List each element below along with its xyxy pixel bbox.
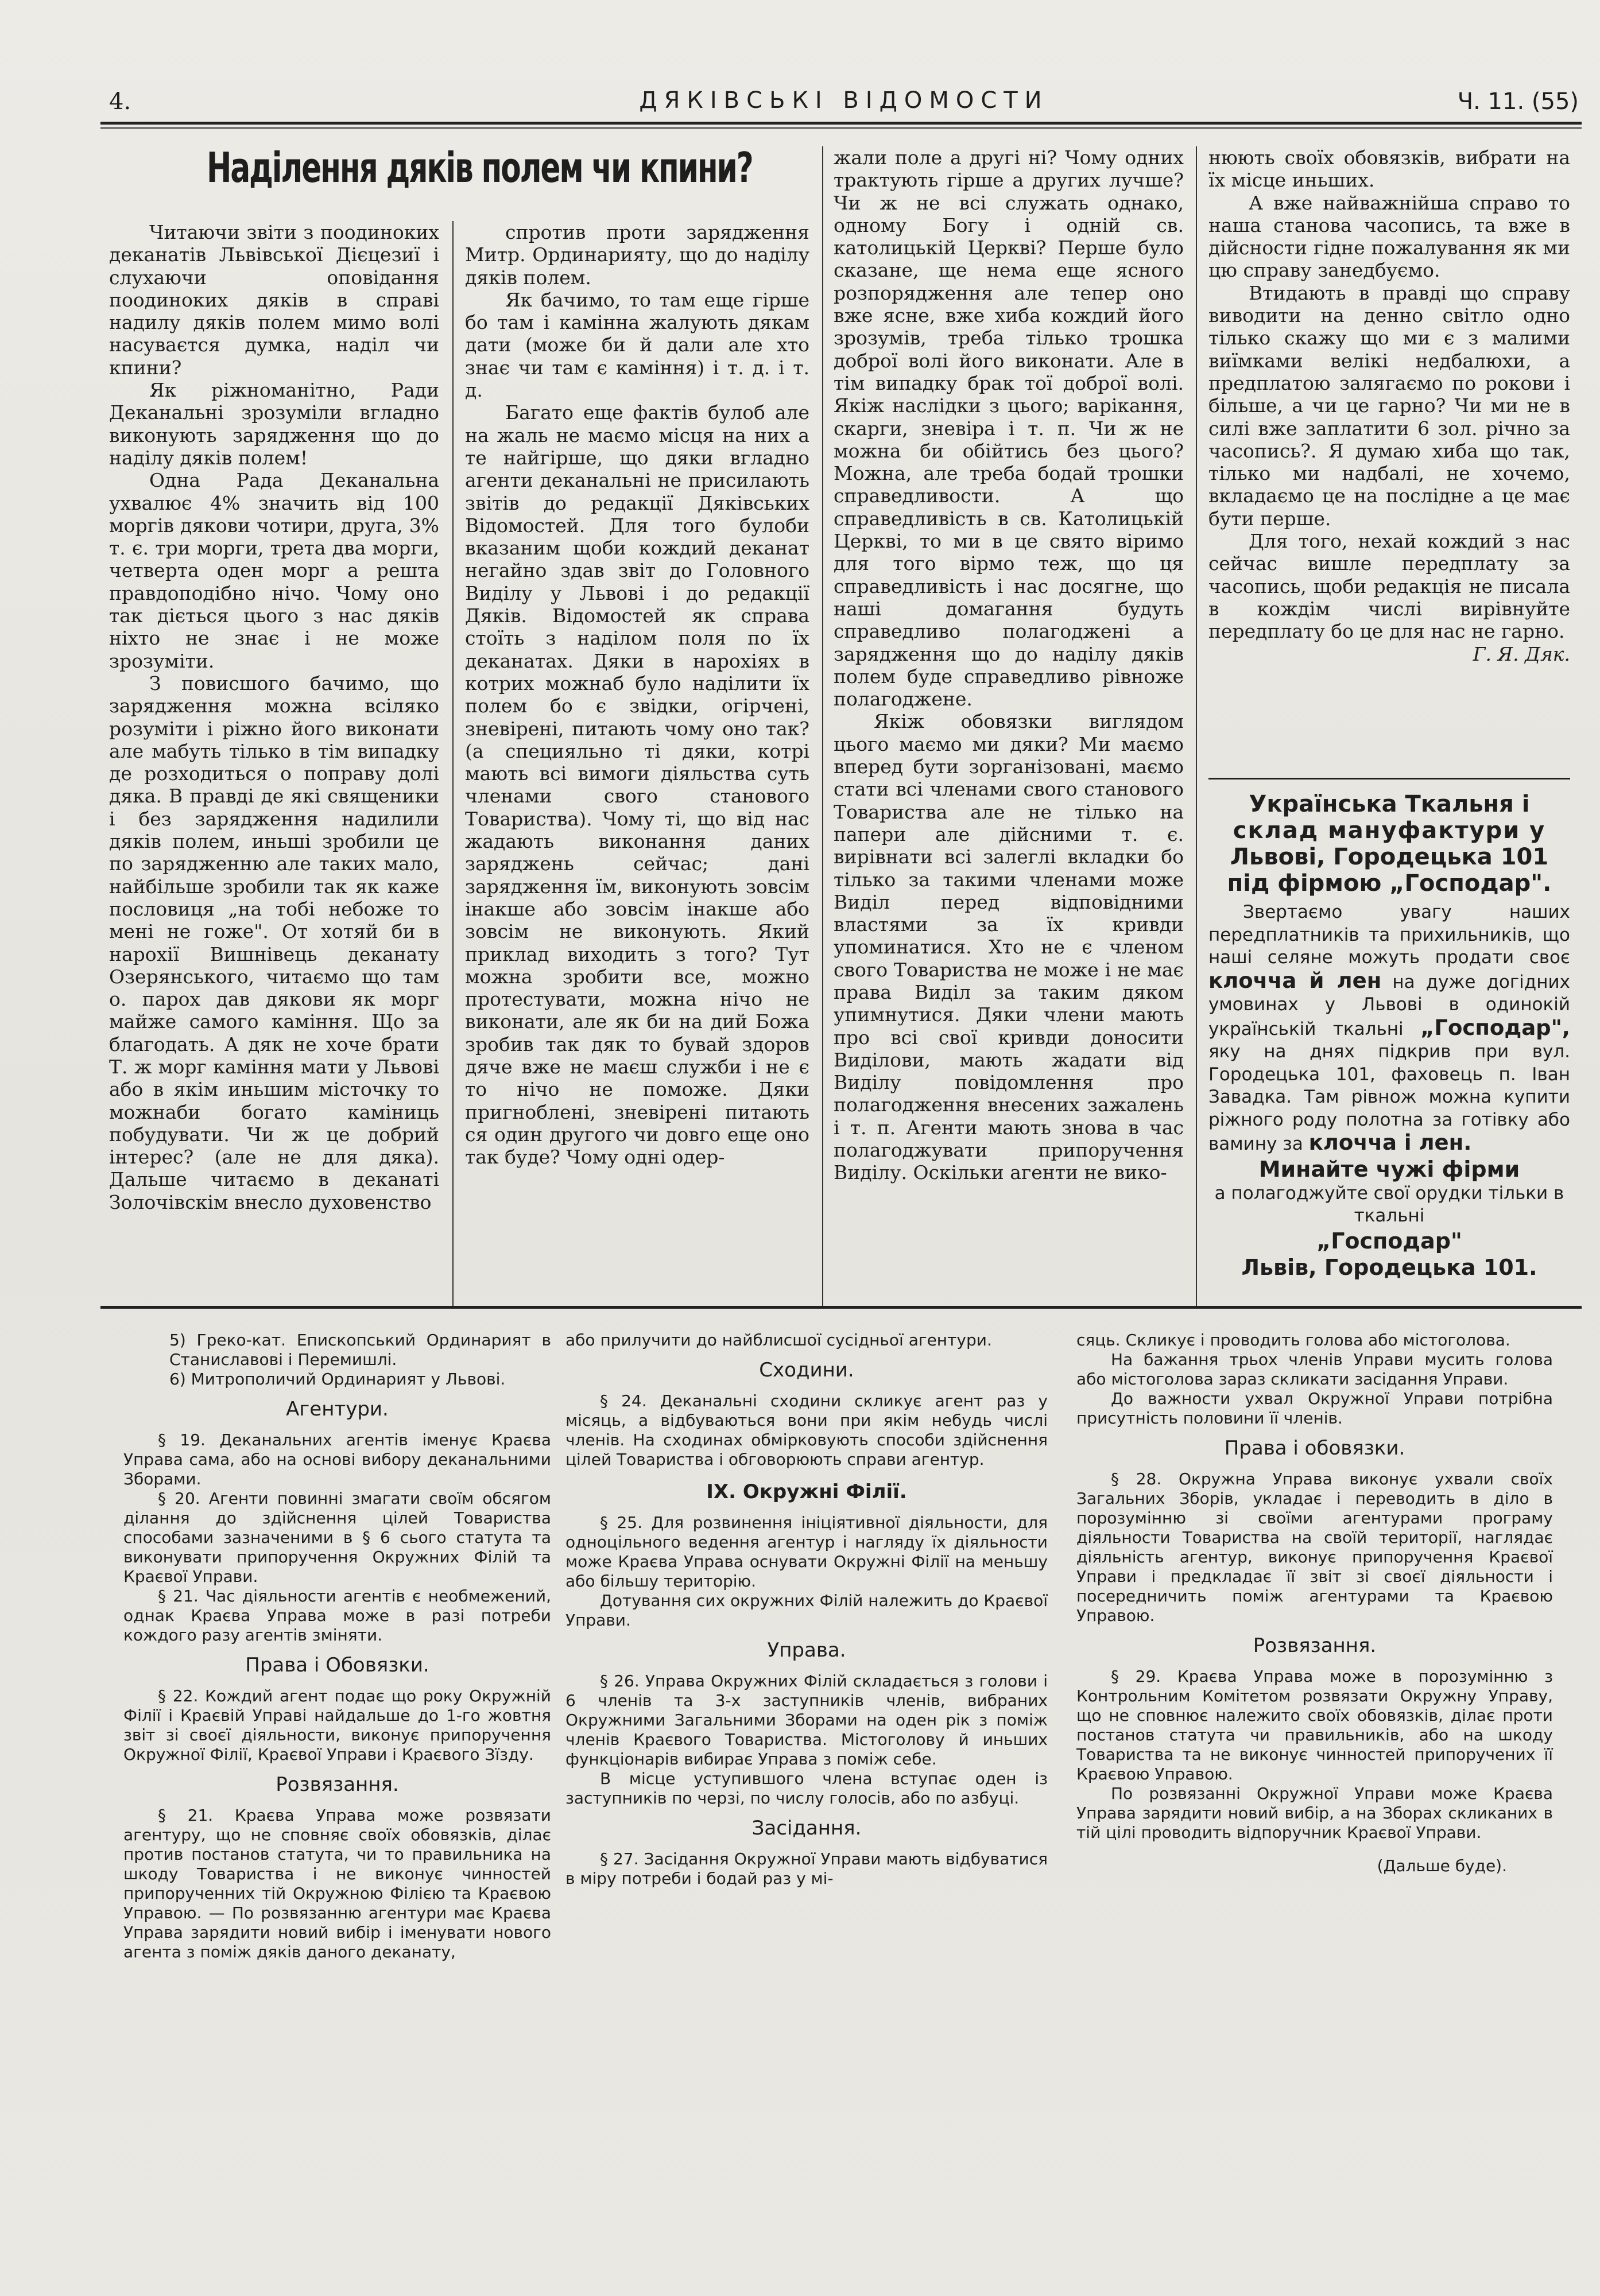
advert-tagline: „Господар" (1316, 1228, 1462, 1254)
article-column-3 (834, 146, 1184, 1184)
list-item: 5) Греко-кат. Епископський Ординарият в Станиславові і Перемишлі. (169, 1331, 551, 1369)
page-header (109, 85, 1579, 125)
paragraph: Читаючи звіти з поодиноких деканатів Львівської Дієцезиї і слухаючи оповідання поодиноких дяків в справі надилу дяків полем мимо волі насуваєтся думка, наділ чи кпини? (109, 221, 439, 379)
advert-line: Львові, Городецька 101 (1230, 844, 1549, 870)
paragraph: або прилучити до найблисшої сусідньої агентури. (565, 1331, 992, 1349)
paragraph: § 29. Краєва Управа може в порозумінню з Контрольним Комітетом розвязати Окружну Управу, що не сповнює належито своїх обовязків, ділає проти постанов статута чи правильників, або на шкоду Товариства та не виконує чинностей припоручених її Краєвою Управою. (1076, 1667, 1553, 1783)
header-rule (100, 122, 1582, 125)
advert-tagline: а полагоджуйте свої орудки тільки в ткальні (1214, 1182, 1564, 1226)
list-item: 6) Митрополичий Ординарият у Львові. (169, 1370, 506, 1389)
column-divider (822, 146, 823, 1306)
section-heading: Агентури. (286, 1398, 389, 1421)
advert-emphasis: клочча й лен (1208, 968, 1382, 993)
page-number: 4. (109, 88, 131, 115)
paragraph: Як ріжноманітно, Ради Деканальні зрозуміли вгладно виконують зарядження що до наділу дяків полем! (109, 379, 439, 469)
statute-column-c (1076, 1331, 1553, 1876)
paragraph: § 27. Засідання Окружної Управи мають відбуватися в міру потреби і бодай раз у мі- (565, 1849, 1048, 1888)
paragraph: Якіж обовязки виглядом цього маємо ми дяки? Ми маємо вперед бути зорганізовані, маємо стати всі членами свого станового Товариства але не тілько на папери але дійсними т. є. вирівнати всі залеглі вкладки бо тілько за такими членами може Виділ перед відповідними властями за їх кривди упоминатися. Хто не є членом свого Товариства не може і не має права Виділ за таким дяком упимнутися. Дяки члени мають про всі свої кривди доносити Виділови, мають жадати від Виділу повідомлення про полагодження внесених зажалень і т. п. Агенти мають знова в час полагоджувати припоручення Виділу. Оскільки агенти не вико- (834, 710, 1184, 1184)
column-divider (452, 221, 454, 1306)
issue-number: Ч. 11. (55) (1457, 88, 1579, 115)
section-heading: Розвязання. (276, 1773, 399, 1796)
paragraph: По розвязанні Окружної Управи може Краєва Управа зарядити новий вибір, а на Зборах скликаних в тій цілі проводить відпоручник Краєвої Управи. (1076, 1784, 1553, 1842)
paragraph: Багато еще фактів булоб але на жаль не маємо місця на них а те найгірше, що дяки вгладно агенти деканальні не присилають звітів до редакції Дяківських Відомостей. Для того булоби вказаним щоби кождий деканат негайно здав звіт до Головного Виділу у Львові і до редакції Дяків. Відомостей як справа стоїть з наділом поля по їх деканатах. Дяки в нарохіях в котрих можнаб було наділити їх полем бо є звідки, огірчені, зневірені, питають чому оно так? (а специяльно ті дяки, котрі мають всі вимоги діяльства суть членами свого станового Товариства). Чому ті, що від нас жадають виконання даних заряджень сейчас; дані зарядження їм, виконують зовсім інакше або зовсім інакше або зовсім не виконують. Який приклад виходить з того? Тут можна зробити все, можно протестувати, можна нічо не виконати, але як би на дий Божа зробив так дяк то бувай здоров дяче вже не маєш служби і не є то нічо не поможе. Дяки пригноблені, зневірені питають ся один другого чи довго еще оно так буде? Чому одні одер- (465, 401, 809, 1169)
paragraph: До важности ухвал Окружної Управи потрібна присутність половини її членів. (1076, 1389, 1553, 1428)
paragraph: А вже найважнійша справо то наша станова часопись, та вже в дійсности гідне пожалування як ми цю справу занедбуємо. (1208, 191, 1570, 282)
advert-tagline: Львів, Городецька 101. (1241, 1254, 1537, 1280)
advertisement (1208, 791, 1570, 1281)
paragraph: З повисшого бачимо, що зарядження можна всіляко розуміти і ріжно його виконати але мабуть тілько в тім випадку де розходиться о поправу долі дяка. В правді де які священики і без зарядження надилили дяків полем, иньші зробили це по зарядженню але таких мало, найбільше зробили так як каже пословиця „на тобі небоже то мені не гоже". От хотяй би в нарохії Вишнівець деканату Озерянського, читаємо що там о. парох дав дякови як морг майже самого каміння. Що за благодать. А дяк не хоче брати Т. ж морг каміння мати у Львові або в якім иньшим місточку то можнаби богато каміниць побудувати. Чи ж це добрий інтерес? (але не для дяка). Дальше читаємо в деканаті Золочівскім внесло духовенство (109, 672, 439, 1213)
statute-column-a (123, 1331, 551, 1962)
section-heading: Права і обовязки. (1224, 1437, 1405, 1460)
advert-rule (1208, 778, 1570, 779)
paragraph: нюють своїх обовязків, вибрати на їх місце иньших. (1208, 146, 1570, 192)
article-column-1 (109, 221, 439, 1213)
advert-line: склад мануфактури у (1233, 817, 1546, 844)
paragraph: сяць. Скликує і проводить голова або містоголова. (1076, 1331, 1510, 1349)
section-heading: Засідання. (751, 1817, 862, 1840)
paragraph: Втидають в правді що справу виводити на денно світло одно тілько скажу що ми є з малими виїмками велікі недбалюхи, а предплатою залягаємо по рокови і більше, а чи це гарно? Чи ми не в силі вже заплатити 6 зол. річно за часопись?. Я думаю хиба що так, тілько ми надбалі, не хочемо, вкладаємо це на послідне а це має бути перше. (1208, 281, 1570, 530)
article-signature: Г. Я. Дяк. (1473, 642, 1570, 665)
section-heading: Сходини. (759, 1359, 854, 1382)
article-column-2 (465, 221, 809, 1168)
section-heading: Розвязання. (1253, 1634, 1377, 1657)
paragraph: § 20. Агенти повинні змагати своїм обсягом ділання до здійснення цілей Товариства способами зазначеними в § 6 сього статута та виконувати припоручення Окружних Філій та Краєвої Управи. (123, 1489, 551, 1586)
paragraph: § 24. Деканальні сходини скликує агент раз у місяць, а відбуваються вони при якім небудь числі членів. На сходинах обмірковують способи здійснення цілей Товариства і обговорюють справи агентур. (565, 1391, 1048, 1469)
paragraph: § 21. Час діяльности агентів є необмежений, однак Краєва Управа може в разі потреби кождого разу агентів зміняти. (123, 1587, 551, 1645)
paragraph: Як бачимо, то там еще гірше бо там і камінна жалують дякам дати (може би й дали але хто знає чи там є каміння) і т. д. і т. д. (465, 288, 809, 402)
paragraph: § 28. Окружна Управа виконує ухвали своїх Загальних Зборів, укладає і переводить в діло в порозумінню зі своїми агентурами програму діяльности Товариства на своїй території, наглядає діяльність агентур, виконує припоручення Краєвої Управи і предкладає її звіт зі своєї діяльности і посередничить поміж агентурами та Краєвою Управою. (1076, 1469, 1553, 1625)
advert-line: Українська Ткальня і (1249, 791, 1530, 817)
section-heading: Права і Обовязки. (245, 1654, 429, 1677)
article-column-4 (1208, 146, 1570, 665)
paragraph: На бажання трьох членів Управи мусить голова або містоголова зараз скликати засідання Управи. (1076, 1350, 1553, 1389)
paragraph: § 25. Для розвинення ініціятивної діяльности, для одноцільного ведення агентур і нагляду їх діяльности може Краєва Управа оснувати Окружні Філії на меньшу або більшу територію. (565, 1513, 1048, 1591)
paragraph: Одна Рада Деканальна ухвалює 4% значить від 100 моргів дякови чотири, друга, 3% т. є. три морги, трета два морги, четверта оден морг а решта правдоподібно нічо. Чому оно так діється цього з нас дяків ніхто не знає і не може зрозуміти. (109, 469, 439, 672)
paragraph: § 21. Краєва Управа може розвязати агентуру, що не сповняє своїх обовязків, ділає против постанов статута, чи то правильника на шкоду Товариства і не виконує чинностей припорученних тій Окружною Філією та Краєвою Управою. — По розвязанню агентури має Краєва Управа зарядити новий вибір і іменувати нового агента з поміж дяків даного деканату, (123, 1806, 551, 1961)
section-heading: Управа. (767, 1639, 846, 1662)
paragraph: § 26. Управа Окружних Філій складається з голови і 6 членів та 3-х заступників членів, вибраних Окружними Загальними Зборами на оден рік з поміж членів Краєвого Товариства. Містоголову й иньших функціонарів вибирає Управа з поміж себе. (565, 1671, 1048, 1768)
paragraph: Для того, нехай кождий з нас сейчас вишле передплату за часопись, щоби редакція не писала в кождім числі вирівнуйте передплату бо це для нас не гарно. (1208, 530, 1570, 643)
advert-body: Звертаємо увагу наших передплатників та прихильників, що наші селяне можуть продати своє клочча й лен на дуже догідних умовинах у Львові в одинокій українській ткальні „Господар", яку на днях підкрив при вул. Городецька 101, фаховець п. Іван Завадка. Там рівнож можна купити ріжного роду полотна за готівку або вамину за клочча і лен. (1208, 902, 1570, 1155)
header-rule-thin (100, 127, 1582, 129)
paragraph: § 22. Кождий агент подає що року Окружній Філії і Краєвій Управі найдальше до 1-го жовтня звіт зі своєї діяльности, виконує припоручення Окружної Філії, Краєвої Управи і Краєвого Зїзду. (123, 1686, 551, 1764)
article-headline: Наділення дяків полем чи кпини? (207, 144, 753, 192)
column-divider (1196, 146, 1197, 1306)
paragraph: спротив проти зарядження Митр. Ординарияту, що до наділу дяків полем. (465, 221, 809, 289)
continuation-note: (Дальше буде). (1377, 1856, 1507, 1875)
statute-column-b (565, 1331, 1048, 1888)
paragraph: В місце уступившого члена вступає оден із заступників по черзі, по числу голосів, або по азбуці. (565, 1769, 1048, 1808)
advert-line: під фірмою „Господар". (1227, 870, 1552, 897)
paragraph: Дотування сих окружних Філій належить до Краєвої Управи. (565, 1591, 1048, 1630)
advert-tagline: Минайте чужі фірми (1258, 1156, 1520, 1182)
paragraph: § 19. Деканальних агентів іменує Краєва Управа сама, або на основі вибору деканальними Зборами. (123, 1430, 551, 1488)
newspaper-title: ДЯКІВСЬКІ ВІДОМОСТИ (639, 87, 1049, 114)
advert-emphasis: „Господар", (1420, 1015, 1570, 1040)
section-rule (100, 1306, 1582, 1309)
paragraph: жали поле а другі ні? Чому одних трактують гірше а других лучше? Чи ж не всі служать однако, одному Богу і одній св. католицькій Церкві? Перше було сказане, ще нема еще ясного розпорядження але тепер оно вже ясне, вже хиба кождий його зрозумів, треба тілько трошка доброї волі його виконати. Але в тім випадку брак тої доброї волі. Якіж наслідки з цього; варікання, скарги, зневіра і т. п. Чи ж не можна би обійтись без цього? Можна, але треба бодай трошки справедливости. А що справедливість в св. Католицькій Церкві, то ми в це свято віримо для того вірмо теж, що ця справедливість і нас досягне, що наші домагання будуть справедливо полагоджені а зарядження що до наділу дяків полем буде справедливо рівноже полагоджене. (834, 146, 1184, 711)
section-heading: IX. Окружні Філії. (706, 1480, 907, 1503)
advert-emphasis: клочча і лен. (1308, 1130, 1472, 1155)
